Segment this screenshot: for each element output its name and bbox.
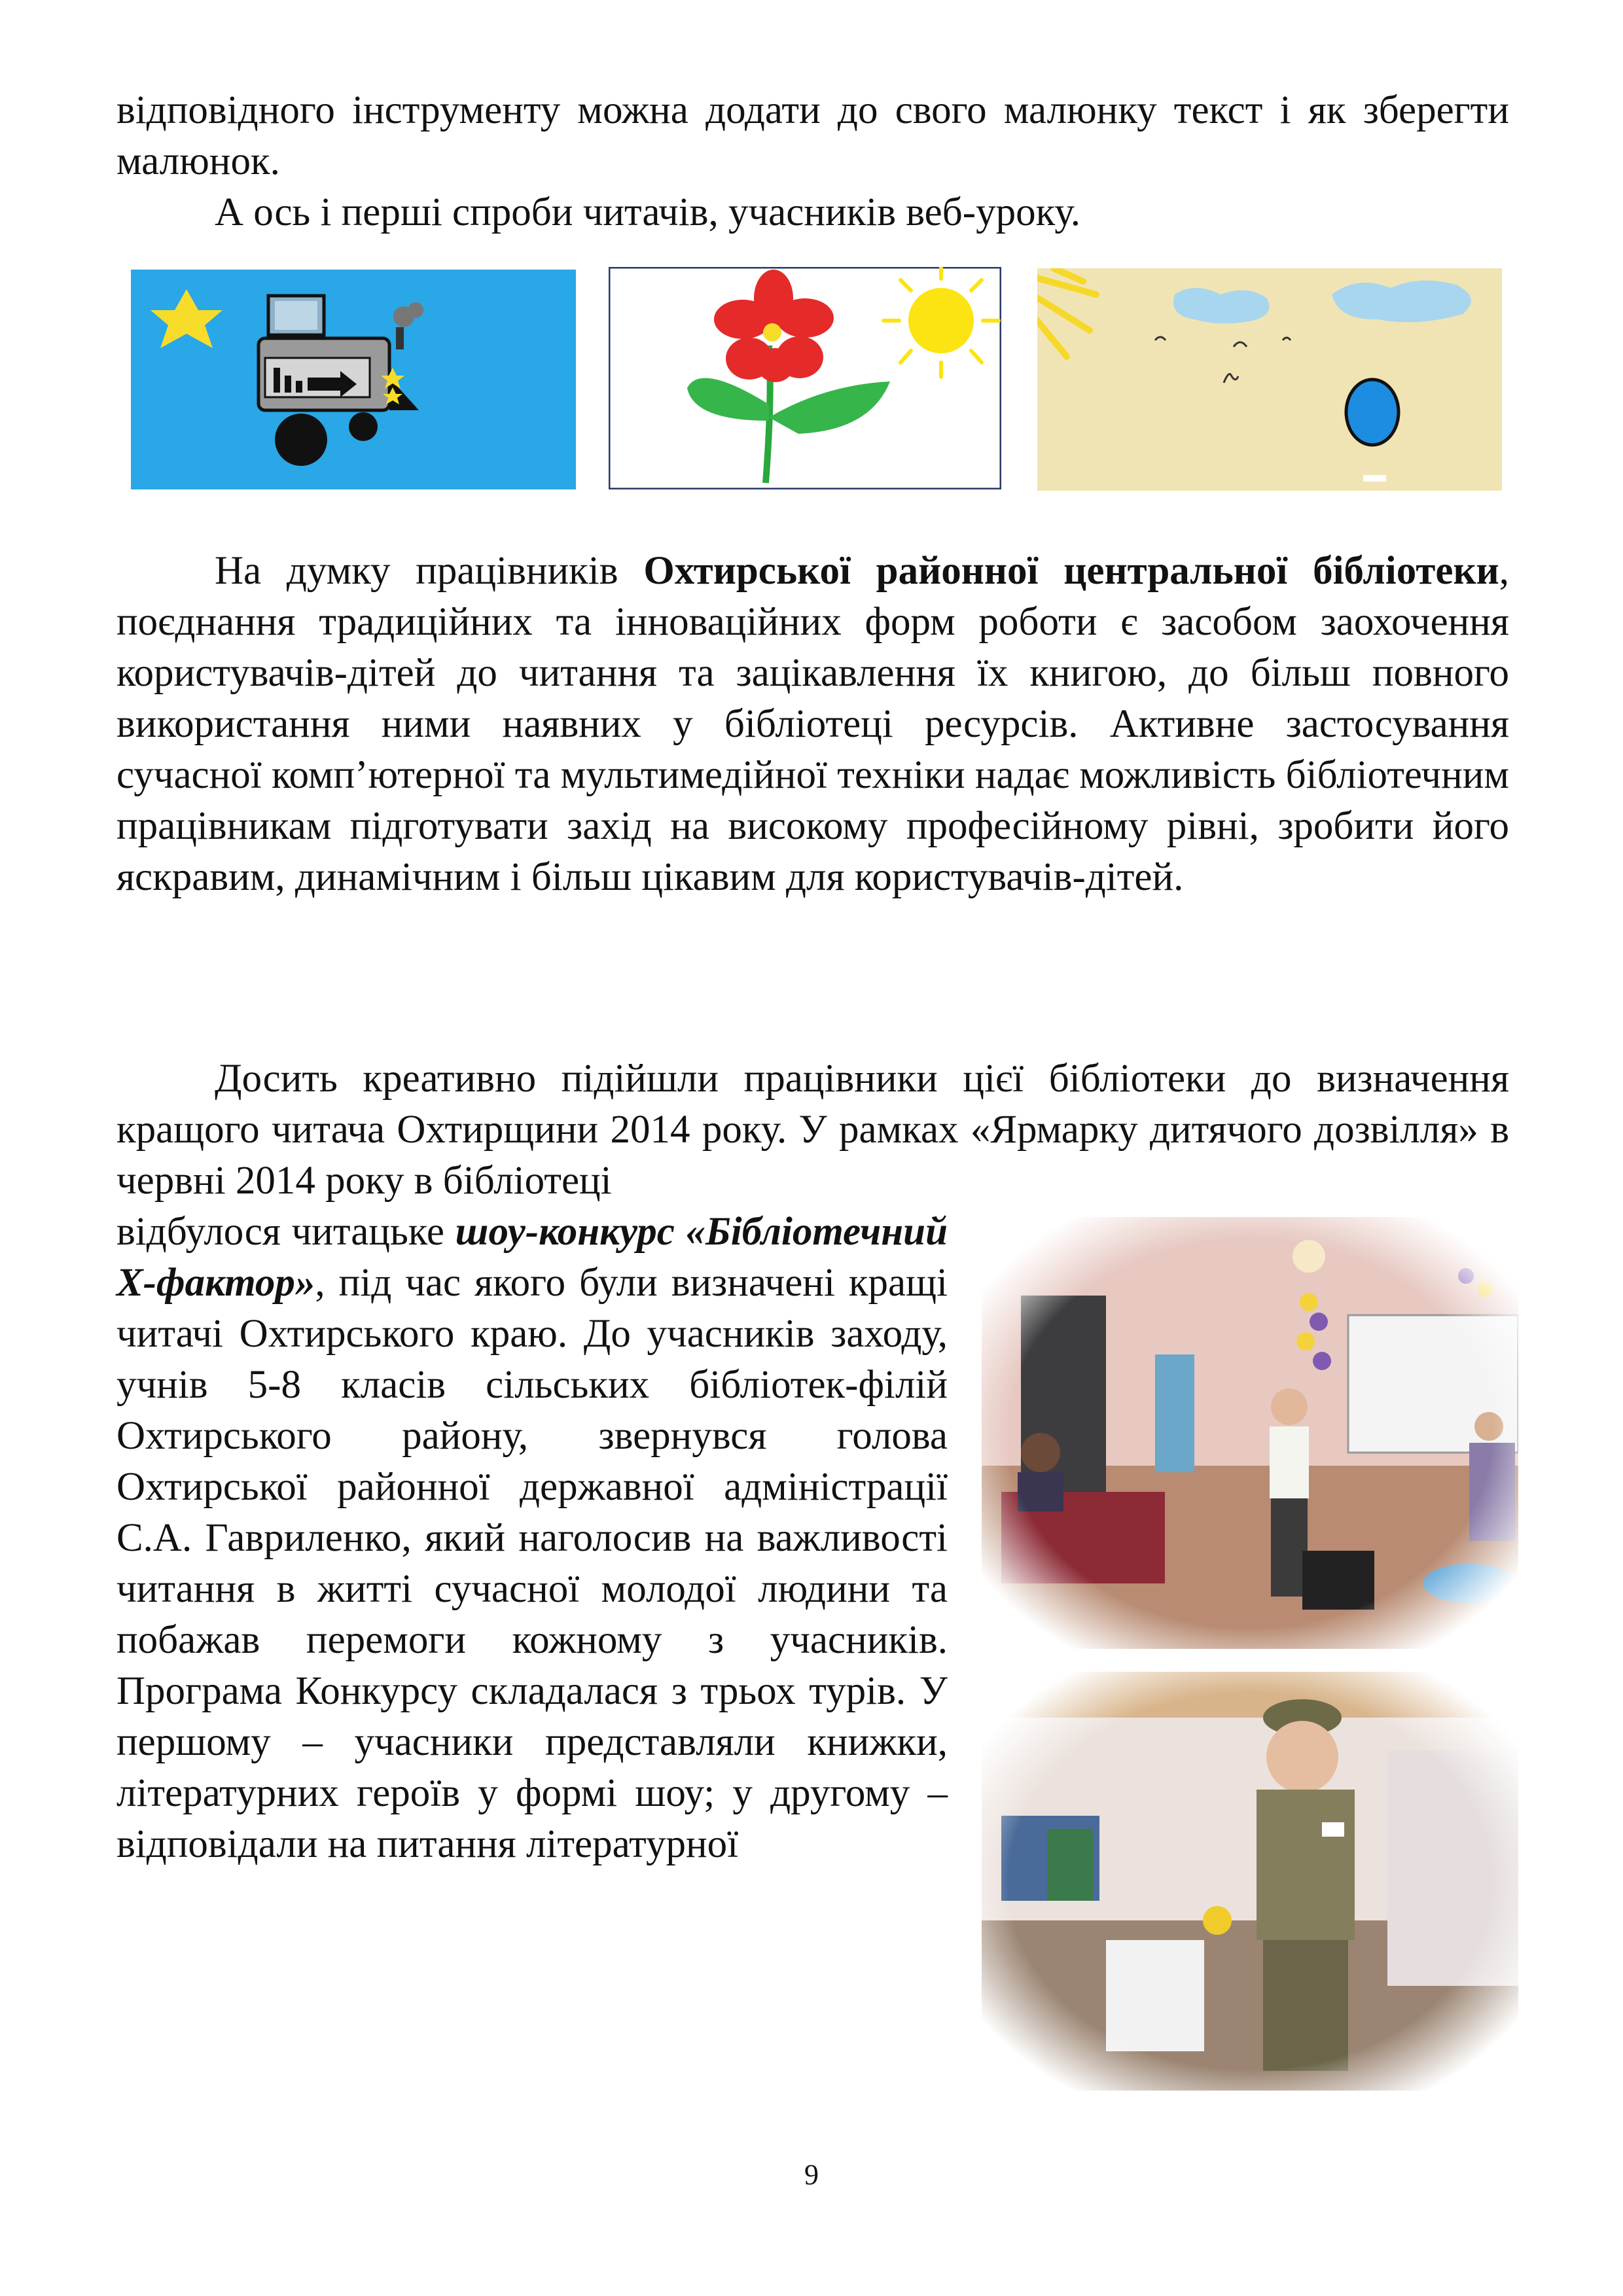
body-paragraph-3	[116, 1207, 948, 1870]
show-title: шоу-конкурс «Бібліотечний Х-фактор»	[116, 1210, 948, 1305]
para3-rest: , під час якого були визначені кращі читачі Охтирського краю. До учасників заходу, учнів 5-8 класів сільських бібліотек-філій Охтирського району, звернувся голова Охтирської районної державної адміністрації С.А. Гавриленко, який наголосив на важливості читання в житті сучасної молодої людини та побажав перемоги кожному з учасників. Програма Конкурсу складалася з трьох турів. У першому – учасники представляли книжки, літературних героїв у формі шоу; у другому – відповідали на питання літературної	[116, 1261, 948, 1866]
para1-prefix: На думку працівників	[215, 549, 644, 593]
library-name: Охтирської районної центральної бібліотеки	[643, 549, 1499, 593]
para2-text: Досить креативно підійшли працівники цієї бібліотеки до визначення кращого читача Охтирщини 2014 року. У рамках «Ярмарку дитячого дозвілля» в червні 2014 року в бібліотеці	[116, 1057, 1509, 1203]
body-paragraph-1	[116, 546, 1509, 903]
flower-drawing	[609, 267, 1001, 489]
sky-drawing	[1037, 268, 1502, 491]
train-drawing	[131, 270, 576, 489]
intro-lead-text: А ось і перші спроби читачів, учасників веб-уроку.	[215, 190, 1081, 234]
intro-paragraph	[116, 85, 1509, 187]
page-number: 9	[804, 2159, 819, 2191]
intro-lead-paragraph	[116, 187, 1509, 238]
para3-prefix: відбулося читацьке	[116, 1210, 455, 1254]
event-hall-photo	[982, 1217, 1518, 1649]
intro-text: відповідного інструменту можна додати до свого малюнку текст і як зберегти малюнок.	[116, 88, 1509, 183]
boy-reader-photo	[982, 1672, 1518, 2091]
para1-rest: , поєднання традиційних та інноваційних форм роботи є засобом заохочення користувачів-дітей до читання та зацікавлення їх книгою, до більш повного використання ними наявних у бібліотеці ресурсів. Активне застосування сучасної комп’ютерної та мультимедійної техніки надає можливість бібліотечним працівникам підготувати захід на високому професійному рівні, зробити його яскравим, динамічним і більш цікавим для користувачів-дітей.	[116, 549, 1509, 899]
body-paragraph-2	[116, 1053, 1509, 1207]
